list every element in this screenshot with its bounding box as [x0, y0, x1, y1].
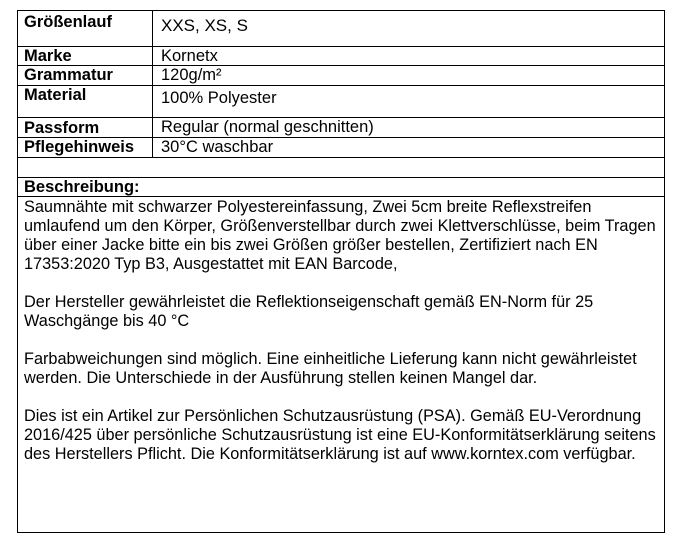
- spec-label: Größenlauf: [18, 11, 153, 47]
- description-heading-row: [18, 178, 665, 197]
- spec-row-material: [18, 86, 665, 118]
- spec-value: Kornetx: [153, 47, 665, 66]
- spec-row-grammage: [18, 66, 665, 86]
- spec-label: Grammatur: [18, 66, 153, 86]
- spacer-row: [18, 158, 665, 178]
- description-paragraph: Farbabweichungen sind möglich. Eine einheitliche Lieferung kann nicht gewährleistet werden. Die Unterschiede in der Ausführung stellen keinen Mangel dar.: [24, 350, 637, 387]
- spec-value: 30°C waschbar: [153, 138, 665, 158]
- description-paragraph: Der Hersteller gewährleistet die Reflektionseigenschaft gemäß EN-Norm für 25 Waschgänge bis 40 °C: [24, 293, 594, 330]
- spacer-cell: [18, 158, 665, 178]
- spec-label: Pflegehinweis: [18, 138, 153, 158]
- description-paragraph: Saumnähte mit schwarzer Polyestereinfassung, Zwei 5cm breite Reflexstreifen umlaufend um den Körper, Größenverstellbar durch zwei Klettverschlüsse, beim Tragen über einer Jacke bitte ein bis zwei Größen größer bestellen, Zertifiziert nach EN 17353:2020 Typ B3, Ausgestattet mit EAN Barcode,: [24, 198, 656, 273]
- spec-row-fit: [18, 118, 665, 138]
- spec-value: Regular (normal geschnitten): [153, 118, 665, 138]
- spec-label: Passform: [18, 118, 153, 138]
- product-spec-table: [17, 10, 665, 533]
- spec-row-size-range: [18, 11, 665, 47]
- spec-label: Marke: [18, 47, 153, 66]
- spec-row-brand: [18, 47, 665, 66]
- spec-value: 120g/m²: [153, 66, 665, 86]
- spec-value: XXS, XS, S: [153, 11, 665, 47]
- description-heading: Beschreibung:: [18, 178, 665, 197]
- spec-value: 100% Polyester: [153, 86, 665, 118]
- spec-row-care: [18, 138, 665, 158]
- spec-label: Material: [18, 86, 153, 118]
- description-body: [18, 197, 665, 533]
- description-paragraph: Dies ist ein Artikel zur Persönlichen Schutzausrüstung (PSA). Gemäß EU-Verordnung 2016/425 über persönliche Schutzausrüstung ist eine EU-Konformitätserklärung seitens des Herstellers Pflicht. Die Konformitätserklärung ist auf www.korntex.com verfügbar.: [24, 407, 656, 463]
- description-row: [18, 197, 665, 533]
